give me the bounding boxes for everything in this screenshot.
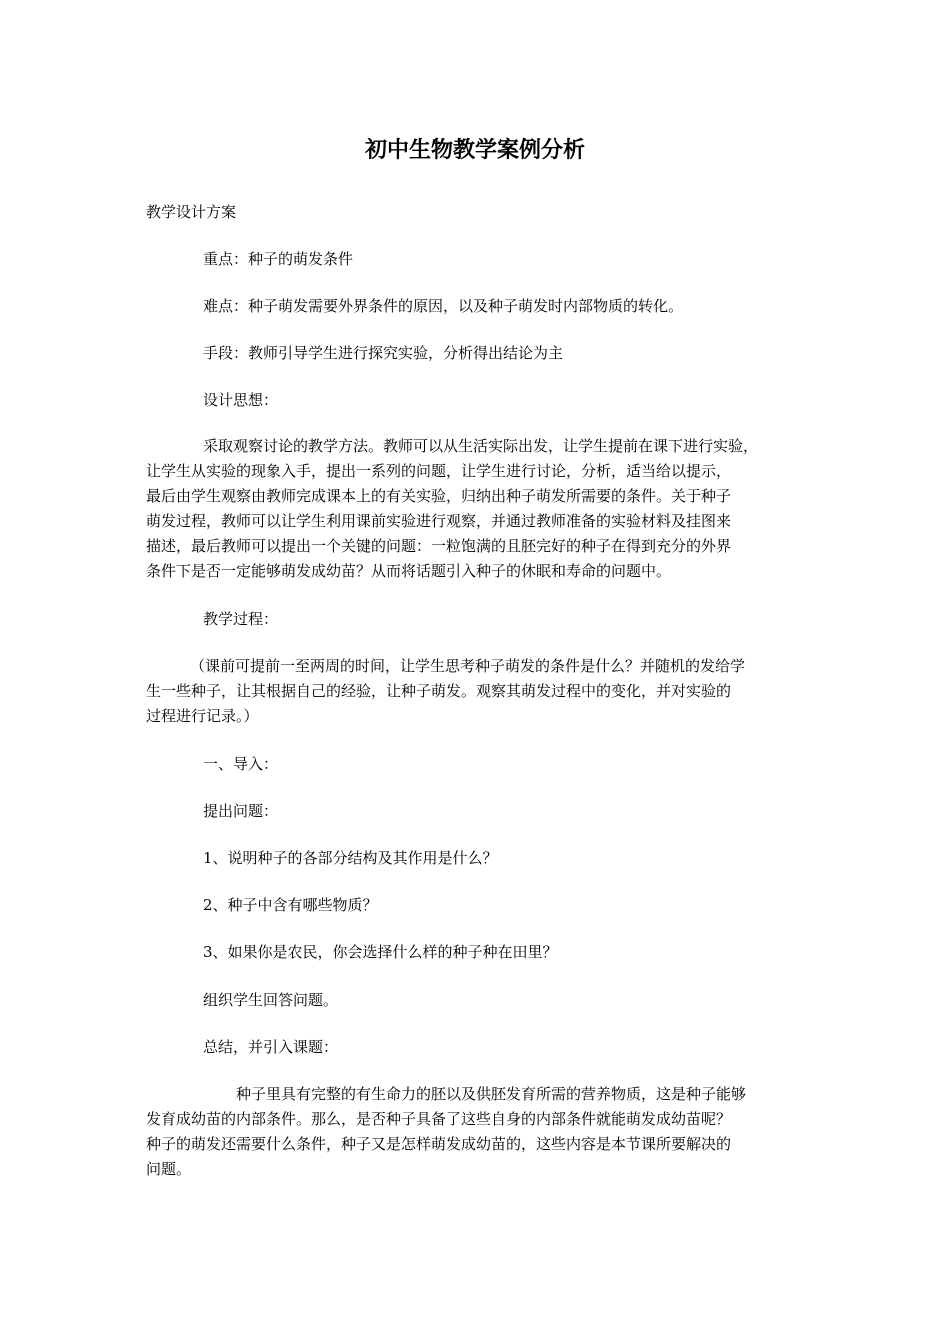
document-title: 初中生物教学案例分析 <box>364 138 585 163</box>
summary-line: 种子的萌发还需要什么条件，种子又是怎样萌发成幼苗的，这些内容是本节课所要解决的 <box>146 1135 732 1153</box>
design-heading: 设计思想： <box>203 391 279 409</box>
design-line: 条件下是否一定能够萌发成幼苗？从而将话题引入种子的休眠和寿命的问题中。 <box>146 562 672 580</box>
summary-heading: 总结，并引入课题： <box>203 1038 339 1056</box>
organize-text: 组织学生回答问题。 <box>203 991 339 1009</box>
question-item: 3、如果你是农民，你会选择什么样的种子种在田里？ <box>203 943 558 961</box>
design-line: 采取观察讨论的教学方法。教师可以从生活实际出发，让学生提前在课下进行实验， <box>203 437 759 455</box>
section-heading: 教学设计方案 <box>146 203 237 221</box>
method: 手段：教师引导学生进行探究实验，分析得出结论为主 <box>203 344 564 362</box>
question-item: 2、种子中含有哪些物质？ <box>203 896 378 914</box>
design-line: 让学生从实验的现象入手，提出一系列的问题，让学生进行讨论，分析，适当给以提示， <box>146 462 732 480</box>
summary-line: 问题。 <box>146 1160 192 1178</box>
intro-heading: 一、导入： <box>203 755 279 773</box>
process-heading: 教学过程： <box>203 610 279 628</box>
question-heading: 提出问题： <box>203 802 279 820</box>
key-point: 重点：种子的萌发条件 <box>203 250 354 268</box>
pre-class-line: （课前可提前一至两周的时间，让学生思考种子萌发的条件是什么？并随机的发给学 <box>190 657 746 675</box>
summary-line: 种子里具有完整的有生命力的胚以及供胚发育所需的营养物质，这是种子能够 <box>236 1085 747 1103</box>
design-line: 描述，最后教师可以提出一个关键的问题：一粒饱满的且胚完好的种子在得到充分的外界 <box>146 537 732 555</box>
pre-class-line: 过程进行记录。） <box>146 707 259 725</box>
question-item: 1、说明种子的各部分结构及其作用是什么？ <box>203 849 498 867</box>
difficulty: 难点：种子萌发需要外界条件的原因，以及种子萌发时内部物质的转化。 <box>203 297 684 315</box>
design-line: 最后由学生观察由教师完成课本上的有关实验，归纳出种子萌发所需要的条件。关于种子 <box>146 487 732 505</box>
design-line: 萌发过程，教师可以让学生利用课前实验进行观察，并通过教师准备的实验材料及挂图来 <box>146 512 732 530</box>
pre-class-line: 生一些种子，让其根据自己的经验，让种子萌发。观察其萌发过程中的变化，并对实验的 <box>146 682 732 700</box>
summary-line: 发育成幼苗的内部条件。那么，是否种子具备了这些自身的内部条件就能萌发成幼苗呢？ <box>146 1110 732 1128</box>
